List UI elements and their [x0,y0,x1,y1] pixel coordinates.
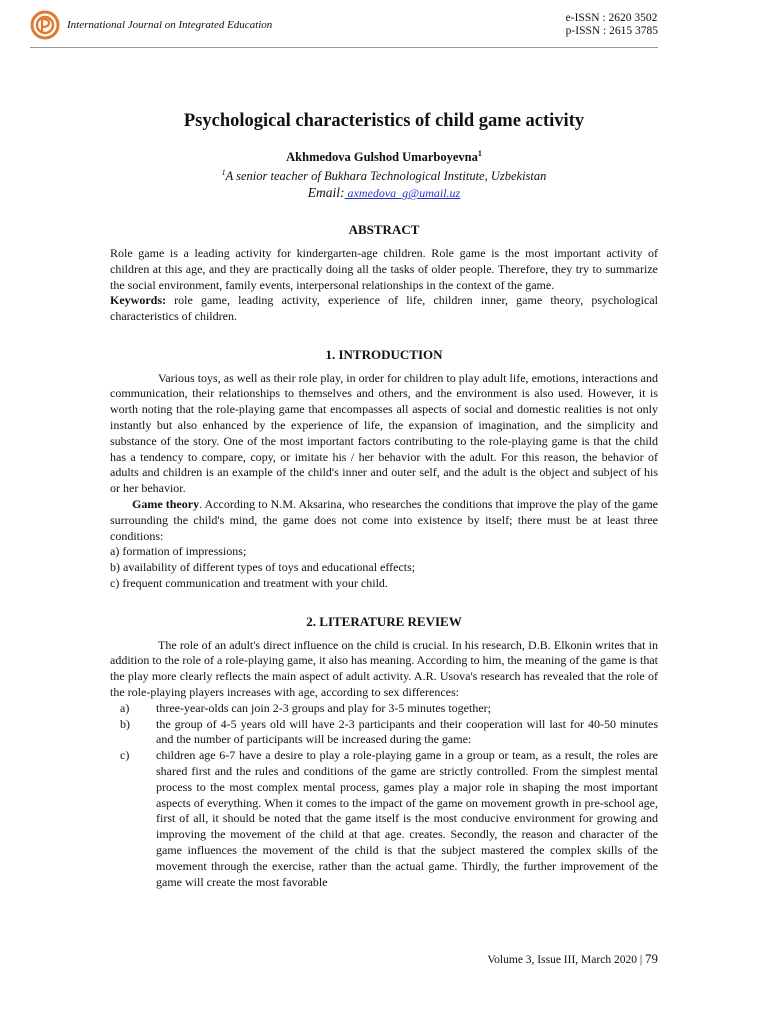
introduction-paragraph: Various toys, as well as their role play, in order for children to play adult life, emotions, interactions and communication, their relationships to themselves and others, and the environment is also used. However, it is worth noting that the role-playing game that encompasses all aspects of social and domestic realities is not only instantly but also enhanced by the experience of life, the expansion of imagination, and the simplicity and substance of the story. One of the most important factors contributing to the role-playing game is that the child has a tendency to compare, copy, or imitate his / her behavior with the adult. For this reason, the behavior of adults and children is an example of the child's inner and outer self, and the adult is the object and subject of his or her behavior. [110,370,658,496]
list-item [110,717,658,749]
author-email [110,184,658,202]
eissn: e-ISSN : 2620 3502 [565,12,658,24]
game-theory-label: Game theory [132,497,200,512]
journal-logo-icon [30,10,60,40]
author-affiliation: $^1$A senior teacher of Bukhara Technological Institute, Uzbekistan [221,167,547,184]
volume-info: Volume 3, Issue III, March 2020 | [487,954,645,966]
game-theory-paragraph: Game theory. According to N.M. Aksarina, who researches the conditions that improve the play of the game surrounding the child's mind, the game does not come into existence by itself; there must be at least three conditions: [110,497,659,543]
paper-title: Psychological characteristics of child game activity [183,111,585,131]
list-item [110,701,658,717]
page-number: 79 [645,951,658,966]
issn-block [566,12,658,38]
list-letter: a) [120,700,130,715]
abstract-text: Role game is a leading activity for kindergarten-age children. Role game is the most important activity of children at this age, and they are practically doing all the tasks of older people. Therefore, they try to summarize the social environment, family events, interpersonal relationships in the context of the game. [110,245,658,292]
list-text: the group of 4-5 years old will have 2-3 participants and their cooperation will last for 40-50 minutes and the number of participants will be increased during the game: [156,716,658,747]
introduction-heading: 1. INTRODUCTION [325,346,443,362]
condition-item: a) formation of impressions; [110,544,247,559]
header-divider [30,47,658,48]
abstract-heading: ABSTRACT [348,222,420,238]
condition-item: b) availability of different types of toys and educational effects; [110,560,416,575]
literature-paragraph: The role of an adult's direct influence on the child is crucial. In his research, D.B. Elkonin writes that in addition to the role of a role-playing game, it also has meaning. According to him, the meaning of the game is that the play more clearly reflects the main aspect of adult activity. A.R. Usova's research has revealed that the role of the role-playing players increases with age, according to sex differences: [110,637,658,700]
keywords [110,293,658,325]
list-letter: c) [120,748,130,763]
article-body [110,111,659,890]
condition-item: c) frequent communication and treatment with your child. [110,576,388,591]
email-label: Email: [307,185,345,201]
list-item [110,748,658,890]
page-header [30,10,658,46]
list-text: children age 6-7 have a desire to play a role-playing game in a group or team, as a result, the roles are shared first and the rules and conditions of the game are strictly controlled. From the simplest mental process to the most complex mental process, games play a major role in shaping the most important aspects of everything. When it comes to the impact of the game on movement growth in pre-school age, first of all, it should be noted that the game itself is the most conducive environment for growing and improving the movement of the child at that age. creates. Secondly, the reason and character of the game influences the movement of the child is that the subject mastered the complex skills of the movement through the exercise, rather than the actual game. Thirdly, the further improvement of the game will create the most favorable [156,748,658,889]
keywords-list: role game, leading activity, experience of life, children inner, game theory, psychological characteristics of children. [110,293,658,324]
literature-heading: 2. LITERATURE REVIEW [306,613,462,629]
email-link[interactable]: axmedova_g@umail.uz [344,186,461,201]
page-footer [487,951,658,967]
keywords-label: Keywords: [110,293,166,308]
journal-name: International Journal on Integrated Education [67,19,273,31]
list-letter: b) [120,716,130,731]
pissn: p-ISSN : 2615 3785 [565,25,658,37]
author-name: Akhmedova Gulshod Umarboyevna$^1$ [286,148,482,164]
list-text: three-year-olds can join 2-3 groups and play for 3-5 minutes together; [156,700,491,715]
